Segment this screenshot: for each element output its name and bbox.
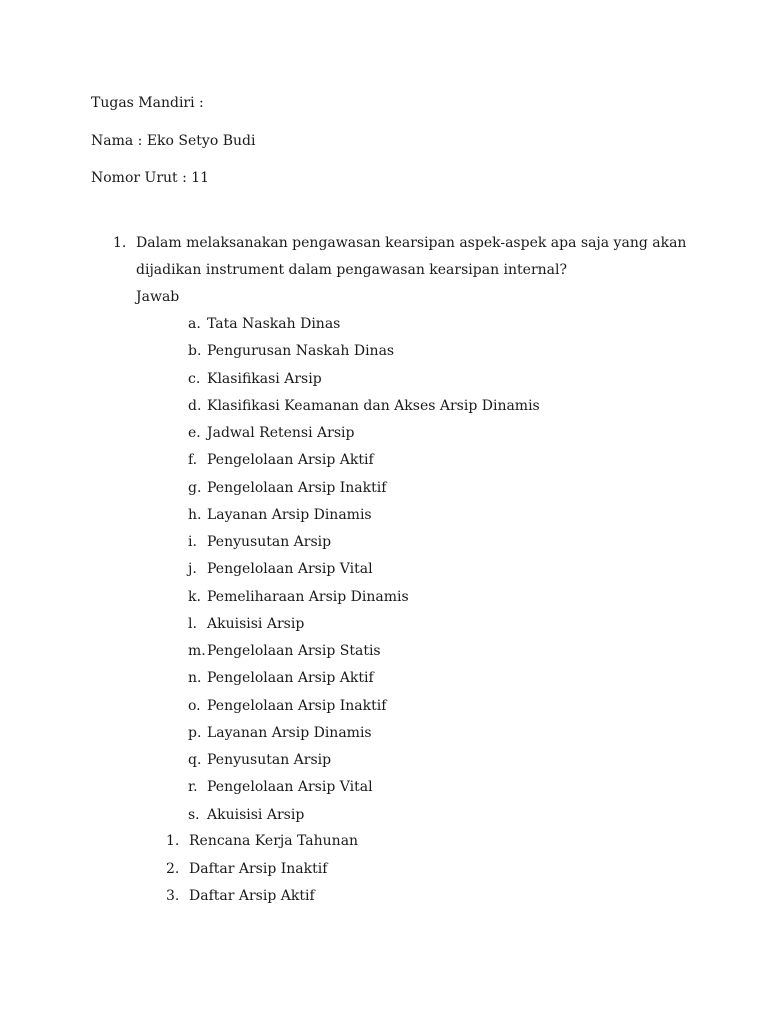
list-item [188, 805, 540, 832]
list-item-text: Layanan Arsip Dinamis [207, 506, 372, 523]
document-list [166, 831, 358, 914]
list-item [188, 532, 540, 559]
list-item-text: Tata Naskah Dinas [207, 316, 341, 332]
list-item-text: Daftar Arsip Aktif [189, 888, 315, 904]
list-item [188, 396, 540, 423]
list-item [188, 314, 540, 341]
list-item [188, 750, 540, 777]
list-marker: p. [188, 724, 202, 741]
list-marker: b. [188, 343, 202, 360]
list-item [166, 859, 358, 887]
list-item [188, 587, 540, 614]
list-item-text: Pengelolaan Arsip Statis [207, 643, 381, 659]
list-item-text: Klasifikasi Arsip [207, 370, 322, 387]
list-marker: g. [188, 479, 202, 496]
list-marker: a. [188, 316, 201, 332]
list-item [188, 559, 540, 586]
list-item [188, 478, 540, 505]
list-marker: k. [188, 588, 201, 605]
list-item [188, 668, 540, 695]
list-marker: l. [188, 615, 197, 632]
list-item [188, 696, 540, 723]
list-marker: 1. [166, 833, 180, 849]
list-marker: h. [188, 506, 202, 523]
list-item [188, 341, 540, 368]
question-number: 1. [113, 235, 127, 251]
list-item [188, 369, 540, 396]
list-marker: 3. [166, 888, 180, 904]
list-item-text: Pengelolaan Arsip Aktif [207, 452, 374, 469]
answer-list [188, 314, 540, 832]
list-item-text: Pengelolaan Arsip Inaktif [207, 479, 387, 496]
list-item [188, 450, 540, 477]
list-marker: m. [188, 643, 206, 659]
list-item-text: Klasifikasi Keamanan dan Akses Arsip Dinamis [207, 397, 540, 414]
list-item-text: Akuisisi Arsip [207, 806, 305, 823]
list-item-text: Pengurusan Naskah Dinas [207, 343, 395, 360]
list-item [188, 641, 540, 668]
question-text-line-1: Dalam melaksanakan pengawasan kearsipan aspek-aspek apa saja yang akan [136, 235, 687, 251]
list-marker: s. [188, 806, 200, 823]
list-item-text: Layanan Arsip Dinamis [207, 724, 372, 741]
list-marker: c. [188, 370, 201, 387]
list-item-text: Jadwal Retensi Arsip [207, 425, 355, 441]
list-item-text: Pengelolaan Arsip Aktif [207, 670, 374, 687]
list-item-text: Pengelolaan Arsip Vital [207, 561, 373, 578]
assignment-title: Tugas Mandiri : [91, 95, 204, 111]
student-name: Nama : Eko Setyo Budi [91, 133, 256, 149]
student-number: Nomor Urut : 11 [91, 170, 210, 186]
list-item-text: Akuisisi Arsip [207, 615, 305, 632]
list-item [166, 886, 358, 914]
list-item [188, 614, 540, 641]
list-marker: e. [188, 425, 201, 441]
list-item-text: Rencana Kerja Tahunan [189, 833, 359, 849]
list-marker: f. [188, 452, 198, 469]
list-item-text: Daftar Arsip Inaktif [189, 860, 328, 877]
list-item [188, 723, 540, 750]
list-marker: o. [188, 697, 201, 714]
list-item-text: Penyusutan Arsip [207, 534, 332, 550]
list-item-text: Penyusutan Arsip [207, 752, 332, 768]
list-marker: r. [188, 779, 198, 796]
list-marker: d. [188, 397, 202, 414]
list-item-text: Pengelolaan Arsip Inaktif [207, 697, 387, 714]
list-marker: i. [188, 534, 197, 550]
question-text-line-2: dijadikan instrument dalam pengawasan kearsipan internal? [136, 262, 567, 278]
list-item [188, 423, 540, 450]
list-item [166, 831, 358, 859]
list-marker: j. [188, 561, 197, 578]
list-item-text: Pengelolaan Arsip Vital [207, 779, 373, 796]
list-marker: 2. [166, 860, 180, 877]
list-item-text: Pemeliharaan Arsip Dinamis [207, 588, 409, 605]
list-item [188, 777, 540, 804]
list-item [188, 505, 540, 532]
answer-label: Jawab [136, 289, 180, 305]
list-marker: q. [188, 752, 202, 768]
list-marker: n. [188, 670, 202, 687]
